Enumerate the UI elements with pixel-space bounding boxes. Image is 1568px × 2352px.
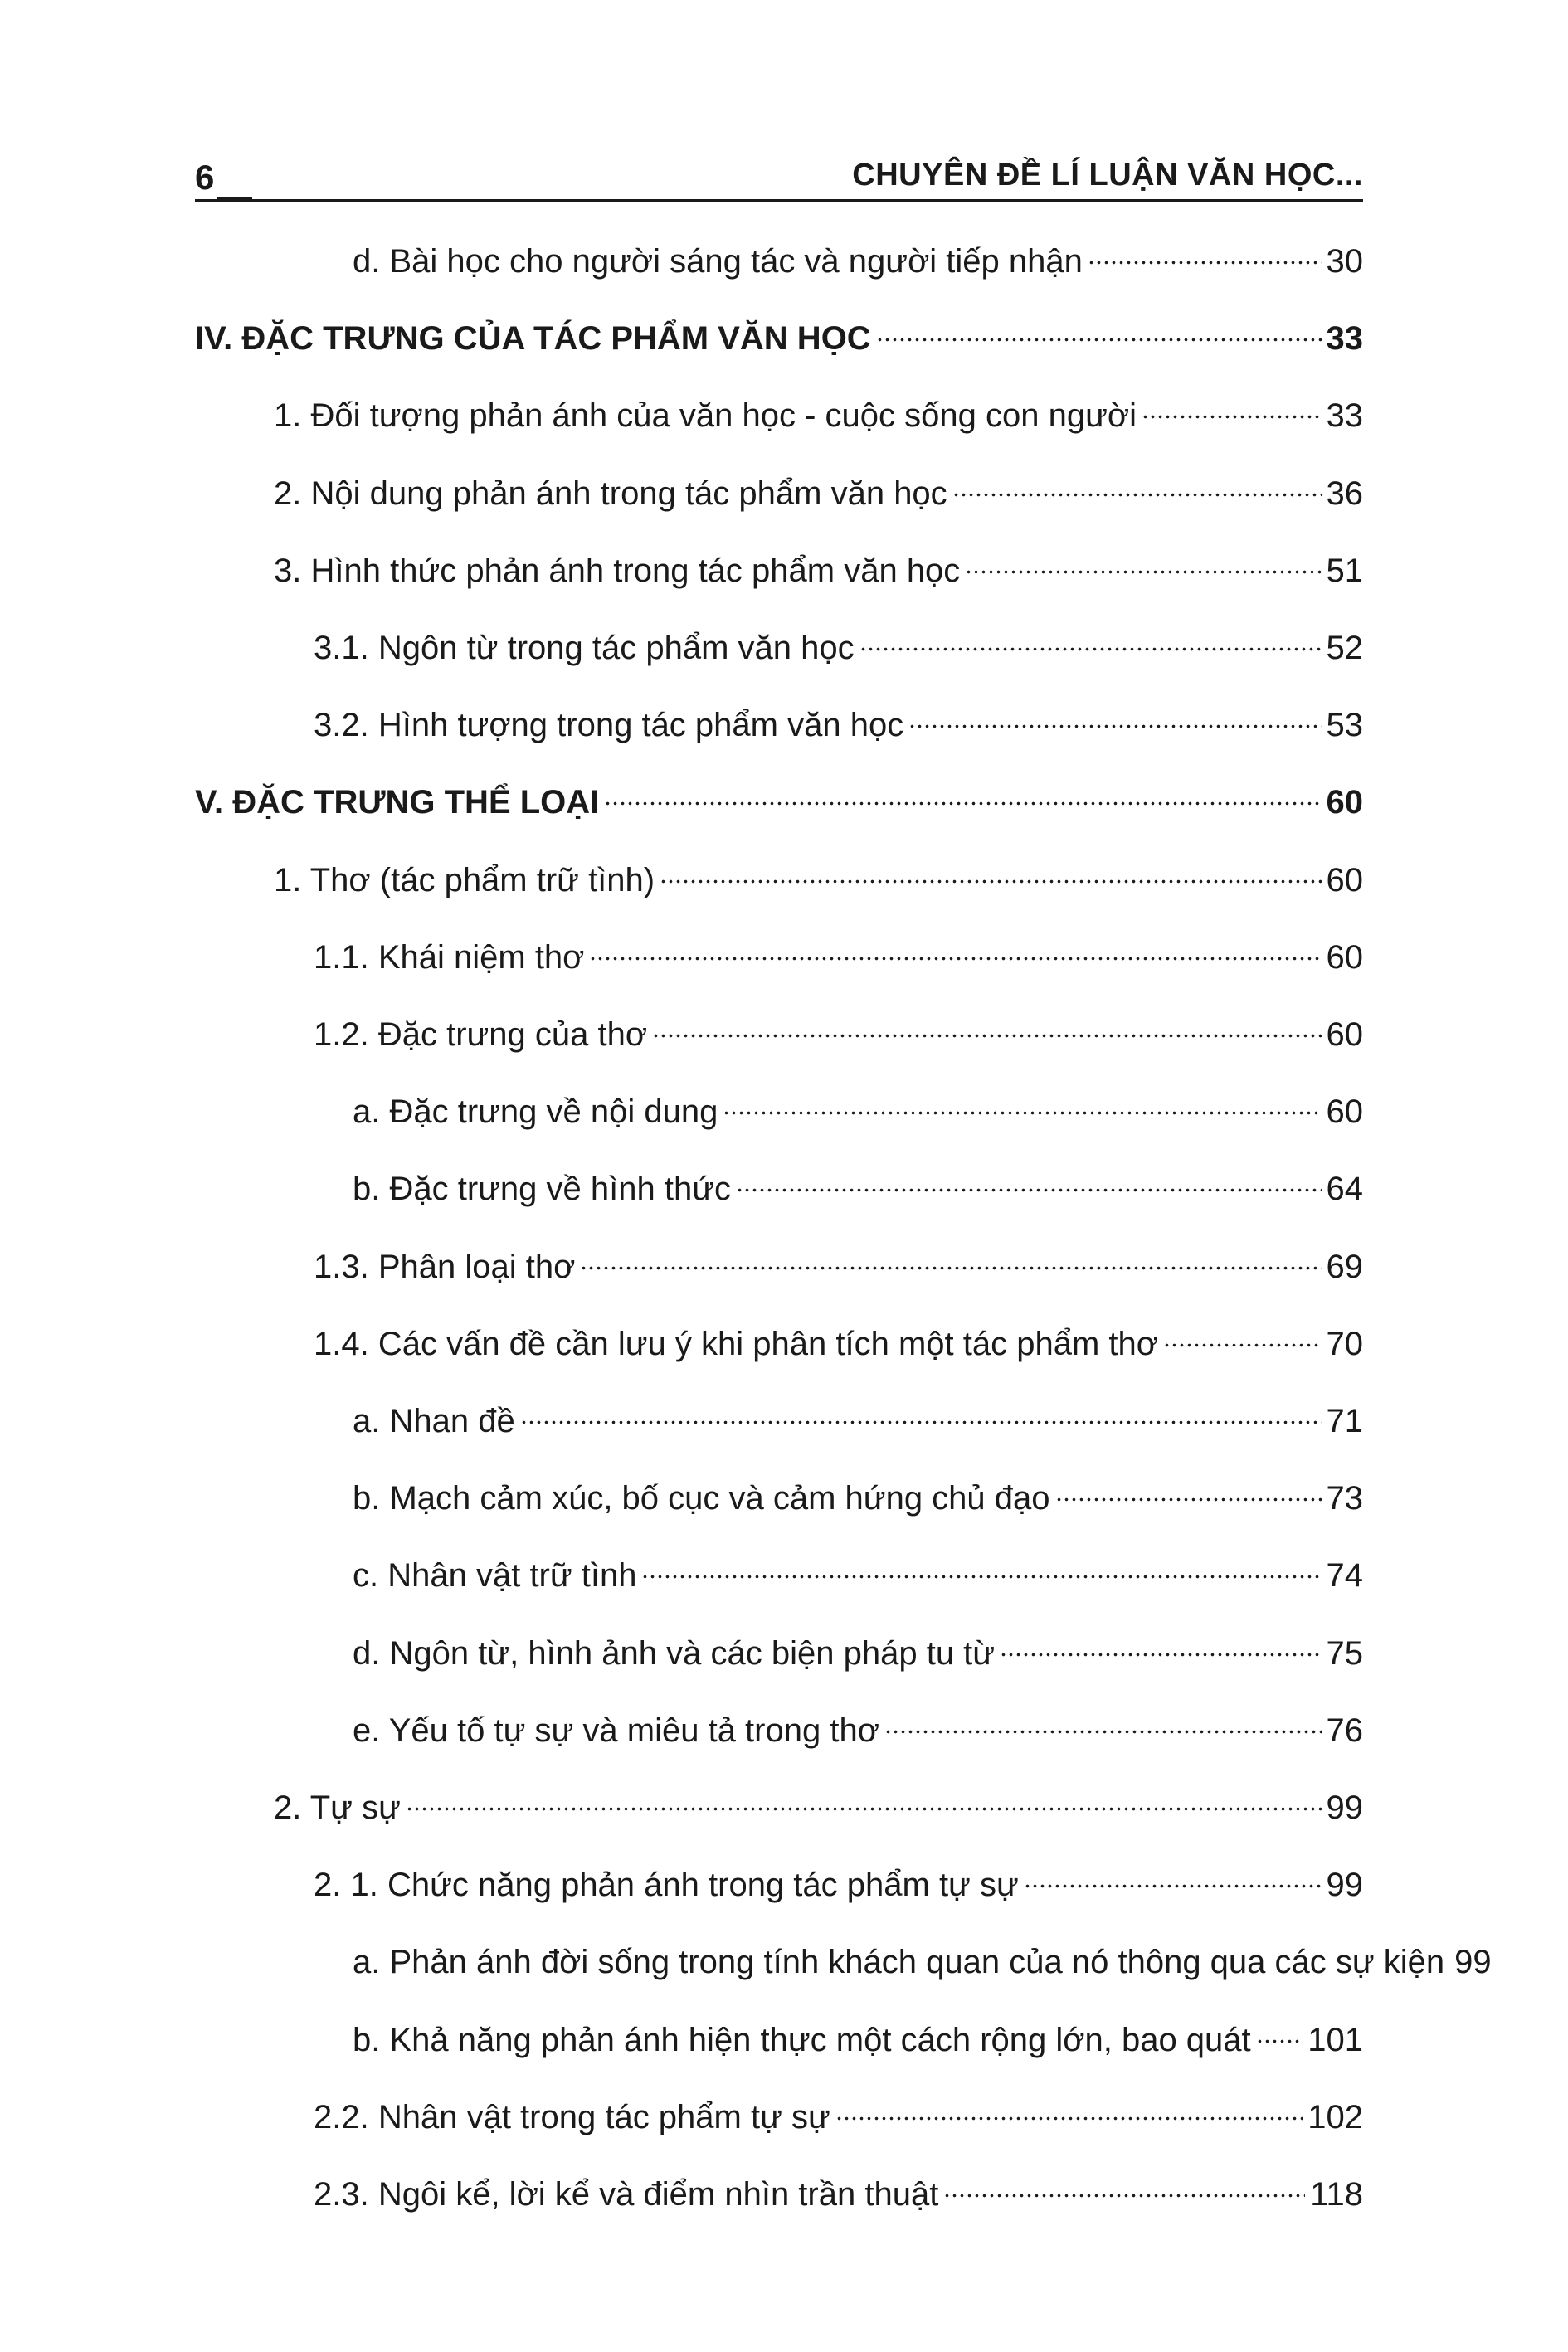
toc-entry-page-number: 70	[1326, 1326, 1363, 1362]
dot-leader	[943, 2155, 1305, 2205]
dot-leader	[660, 841, 1321, 891]
toc-entry-page-number: 76	[1326, 1712, 1363, 1749]
toc-entry[interactable]	[353, 222, 1363, 280]
toc-entry-title: 1.1. Khái niệm thơ	[314, 939, 585, 976]
dot-leader	[876, 299, 1322, 349]
dot-leader	[1256, 2001, 1303, 2051]
toc-entry[interactable]	[274, 532, 1363, 589]
toc-entry[interactable]	[353, 1073, 1363, 1130]
header-rule	[195, 199, 1363, 202]
toc-entry-title: a. Nhan đề	[353, 1403, 515, 1439]
toc-entry-page-number: 69	[1326, 1249, 1363, 1285]
toc-entry-page-number: 101	[1307, 2022, 1363, 2058]
dot-leader	[965, 532, 1321, 582]
toc-entry-title: 3.1. Ngôn từ trong tác phẩm văn học	[314, 630, 855, 666]
dot-leader	[884, 1692, 1322, 1741]
toc-entry-page-number: 64	[1326, 1171, 1363, 1207]
toc-entry-title: 1.3. Phân loại thơ	[314, 1249, 576, 1285]
toc-entry-title: 1.2. Đặc trưng của thơ	[314, 1016, 648, 1053]
toc-entry-page-number: 99	[1454, 1944, 1492, 1980]
dot-leader	[1088, 222, 1322, 272]
toc-entry-page-number: 60	[1326, 1093, 1363, 1130]
toc-entry[interactable]	[274, 1769, 1363, 1826]
toc-entry-title: 3.2. Hình tượng trong tác phẩm văn học	[314, 707, 904, 743]
toc-entry[interactable]	[274, 377, 1363, 434]
toc-entry-title: 2.3. Ngôi kể, lời kể và điểm nhìn trần thuật	[314, 2176, 939, 2213]
toc-entry[interactable]	[314, 996, 1363, 1053]
toc-entry-title: b. Mạch cảm xúc, bố cục và cảm hứng chủ đạo	[353, 1480, 1050, 1517]
dot-leader	[859, 609, 1322, 659]
toc-entry[interactable]	[353, 1536, 1363, 1594]
toc-entry-page-number: 102	[1307, 2099, 1363, 2135]
toc-entry-page-number: 36	[1326, 475, 1363, 512]
toc-entry[interactable]	[353, 2001, 1363, 2058]
dot-leader	[652, 996, 1321, 1045]
toc-entry-title: a. Phản ánh đời sống trong tính khách quan của nó thông qua các sự kiện	[353, 1944, 1445, 1980]
toc-entry-page-number: 118	[1310, 2176, 1363, 2213]
toc-entry[interactable]	[353, 1614, 1363, 1672]
toc-entry-page-number: 51	[1326, 553, 1363, 589]
toc-entry[interactable]	[353, 1459, 1363, 1517]
toc-entry-page-number: 99	[1326, 1867, 1363, 1903]
dot-leader	[1055, 1459, 1322, 1509]
toc-entry-title: 1. Thơ (tác phẩm trữ tình)	[274, 862, 655, 898]
toc-entry-page-number: 60	[1326, 862, 1363, 898]
toc-entry-page-number: 74	[1326, 1557, 1363, 1594]
toc-entry-page-number: 60	[1326, 939, 1363, 976]
toc-entry[interactable]	[314, 1305, 1363, 1362]
toc-entry-title: IV. ĐẶC TRƯNG CỦA TÁC PHẨM VĂN HỌC	[195, 320, 871, 357]
toc-entry[interactable]	[314, 2155, 1363, 2213]
toc-entry[interactable]	[314, 1228, 1363, 1285]
toc-entry-page-number: 30	[1326, 243, 1363, 280]
dot-leader	[1000, 1614, 1321, 1664]
toc-entry[interactable]	[274, 455, 1363, 512]
toc-entry-title: 1. Đối tượng phản ánh của văn học - cuộc sống con người	[274, 397, 1137, 434]
toc-section-heading[interactable]	[195, 299, 1363, 357]
toc-entry[interactable]	[353, 1692, 1363, 1749]
toc-entry[interactable]	[353, 1150, 1363, 1207]
dot-leader	[406, 1769, 1322, 1819]
toc-entry-title: c. Nhân vật trữ tình	[353, 1557, 637, 1594]
toc-entry-page-number: 71	[1326, 1403, 1363, 1439]
toc-entry-page-number: 75	[1326, 1635, 1363, 1672]
toc-entry-title: V. ĐẶC TRƯNG THỂ LOẠI	[195, 784, 600, 821]
page-number: 6	[195, 158, 216, 197]
dot-leader	[1142, 377, 1322, 426]
toc-entry[interactable]	[314, 609, 1363, 666]
toc-entry-title: 2.2. Nhân vật trong tác phẩm tự sự	[314, 2099, 830, 2135]
toc-entry-title: a. Đặc trưng về nội dung	[353, 1093, 718, 1130]
toc-entry-page-number: 73	[1326, 1480, 1363, 1517]
dot-leader	[580, 1228, 1321, 1278]
dot-leader	[1163, 1305, 1322, 1355]
dot-leader	[520, 1382, 1322, 1432]
toc-entry-page-number: 99	[1326, 1790, 1363, 1826]
toc-entry-page-number: 53	[1326, 707, 1363, 743]
toc-entry-title: 1.4. Các vấn đề cần lưu ý khi phân tích một tác phẩm thơ	[314, 1326, 1158, 1362]
toc-entry-title: d. Bài học cho người sáng tác và người tiếp nhận	[353, 243, 1083, 280]
toc-entry-title: 2. Tự sự	[274, 1790, 401, 1826]
toc-entry[interactable]	[314, 918, 1363, 976]
toc-entry-title: e. Yếu tố tự sự và miêu tả trong thơ	[353, 1712, 879, 1749]
dot-leader	[604, 763, 1321, 813]
toc-entry-title: b. Khả năng phản ánh hiện thực một cách rộng lớn, bao quát	[353, 2022, 1251, 2058]
dot-leader	[1024, 1846, 1322, 1896]
dot-leader	[908, 686, 1321, 736]
dot-leader	[835, 2078, 1303, 2128]
toc-entry-page-number: 60	[1326, 1016, 1363, 1053]
toc-entry[interactable]	[353, 1923, 1492, 1980]
toc-entry[interactable]	[314, 2078, 1363, 2135]
toc-section-heading[interactable]	[195, 763, 1363, 821]
toc-entry-title: b. Đặc trưng về hình thức	[353, 1171, 731, 1207]
dot-leader	[723, 1073, 1321, 1122]
toc-entry-page-number: 33	[1326, 397, 1363, 434]
dot-leader	[589, 918, 1321, 968]
toc-entry[interactable]	[274, 841, 1363, 898]
toc-entry[interactable]	[353, 1382, 1363, 1439]
toc-entry-page-number: 60	[1326, 784, 1363, 821]
dot-leader	[641, 1536, 1321, 1586]
toc-entry-title: 2. Nội dung phản ánh trong tác phẩm văn học	[274, 475, 947, 512]
dot-leader	[952, 455, 1322, 504]
dot-leader	[736, 1150, 1322, 1200]
toc-entry-page-number: 52	[1326, 630, 1363, 666]
toc-entry-title: 3. Hình thức phản ánh trong tác phẩm văn học	[274, 553, 961, 589]
toc-entry-title: d. Ngôn từ, hình ảnh và các biện pháp tu từ	[353, 1635, 996, 1672]
toc-entry[interactable]	[314, 686, 1363, 743]
toc-entry-page-number: 33	[1326, 320, 1363, 357]
toc-entry-title: 2. 1. Chức năng phản ánh trong tác phẩm tự sự	[314, 1867, 1019, 1903]
running-title: CHUYÊN ĐỀ LÍ LUẬN VĂN HỌC...	[852, 158, 1363, 192]
toc-entry[interactable]	[314, 1846, 1363, 1903]
